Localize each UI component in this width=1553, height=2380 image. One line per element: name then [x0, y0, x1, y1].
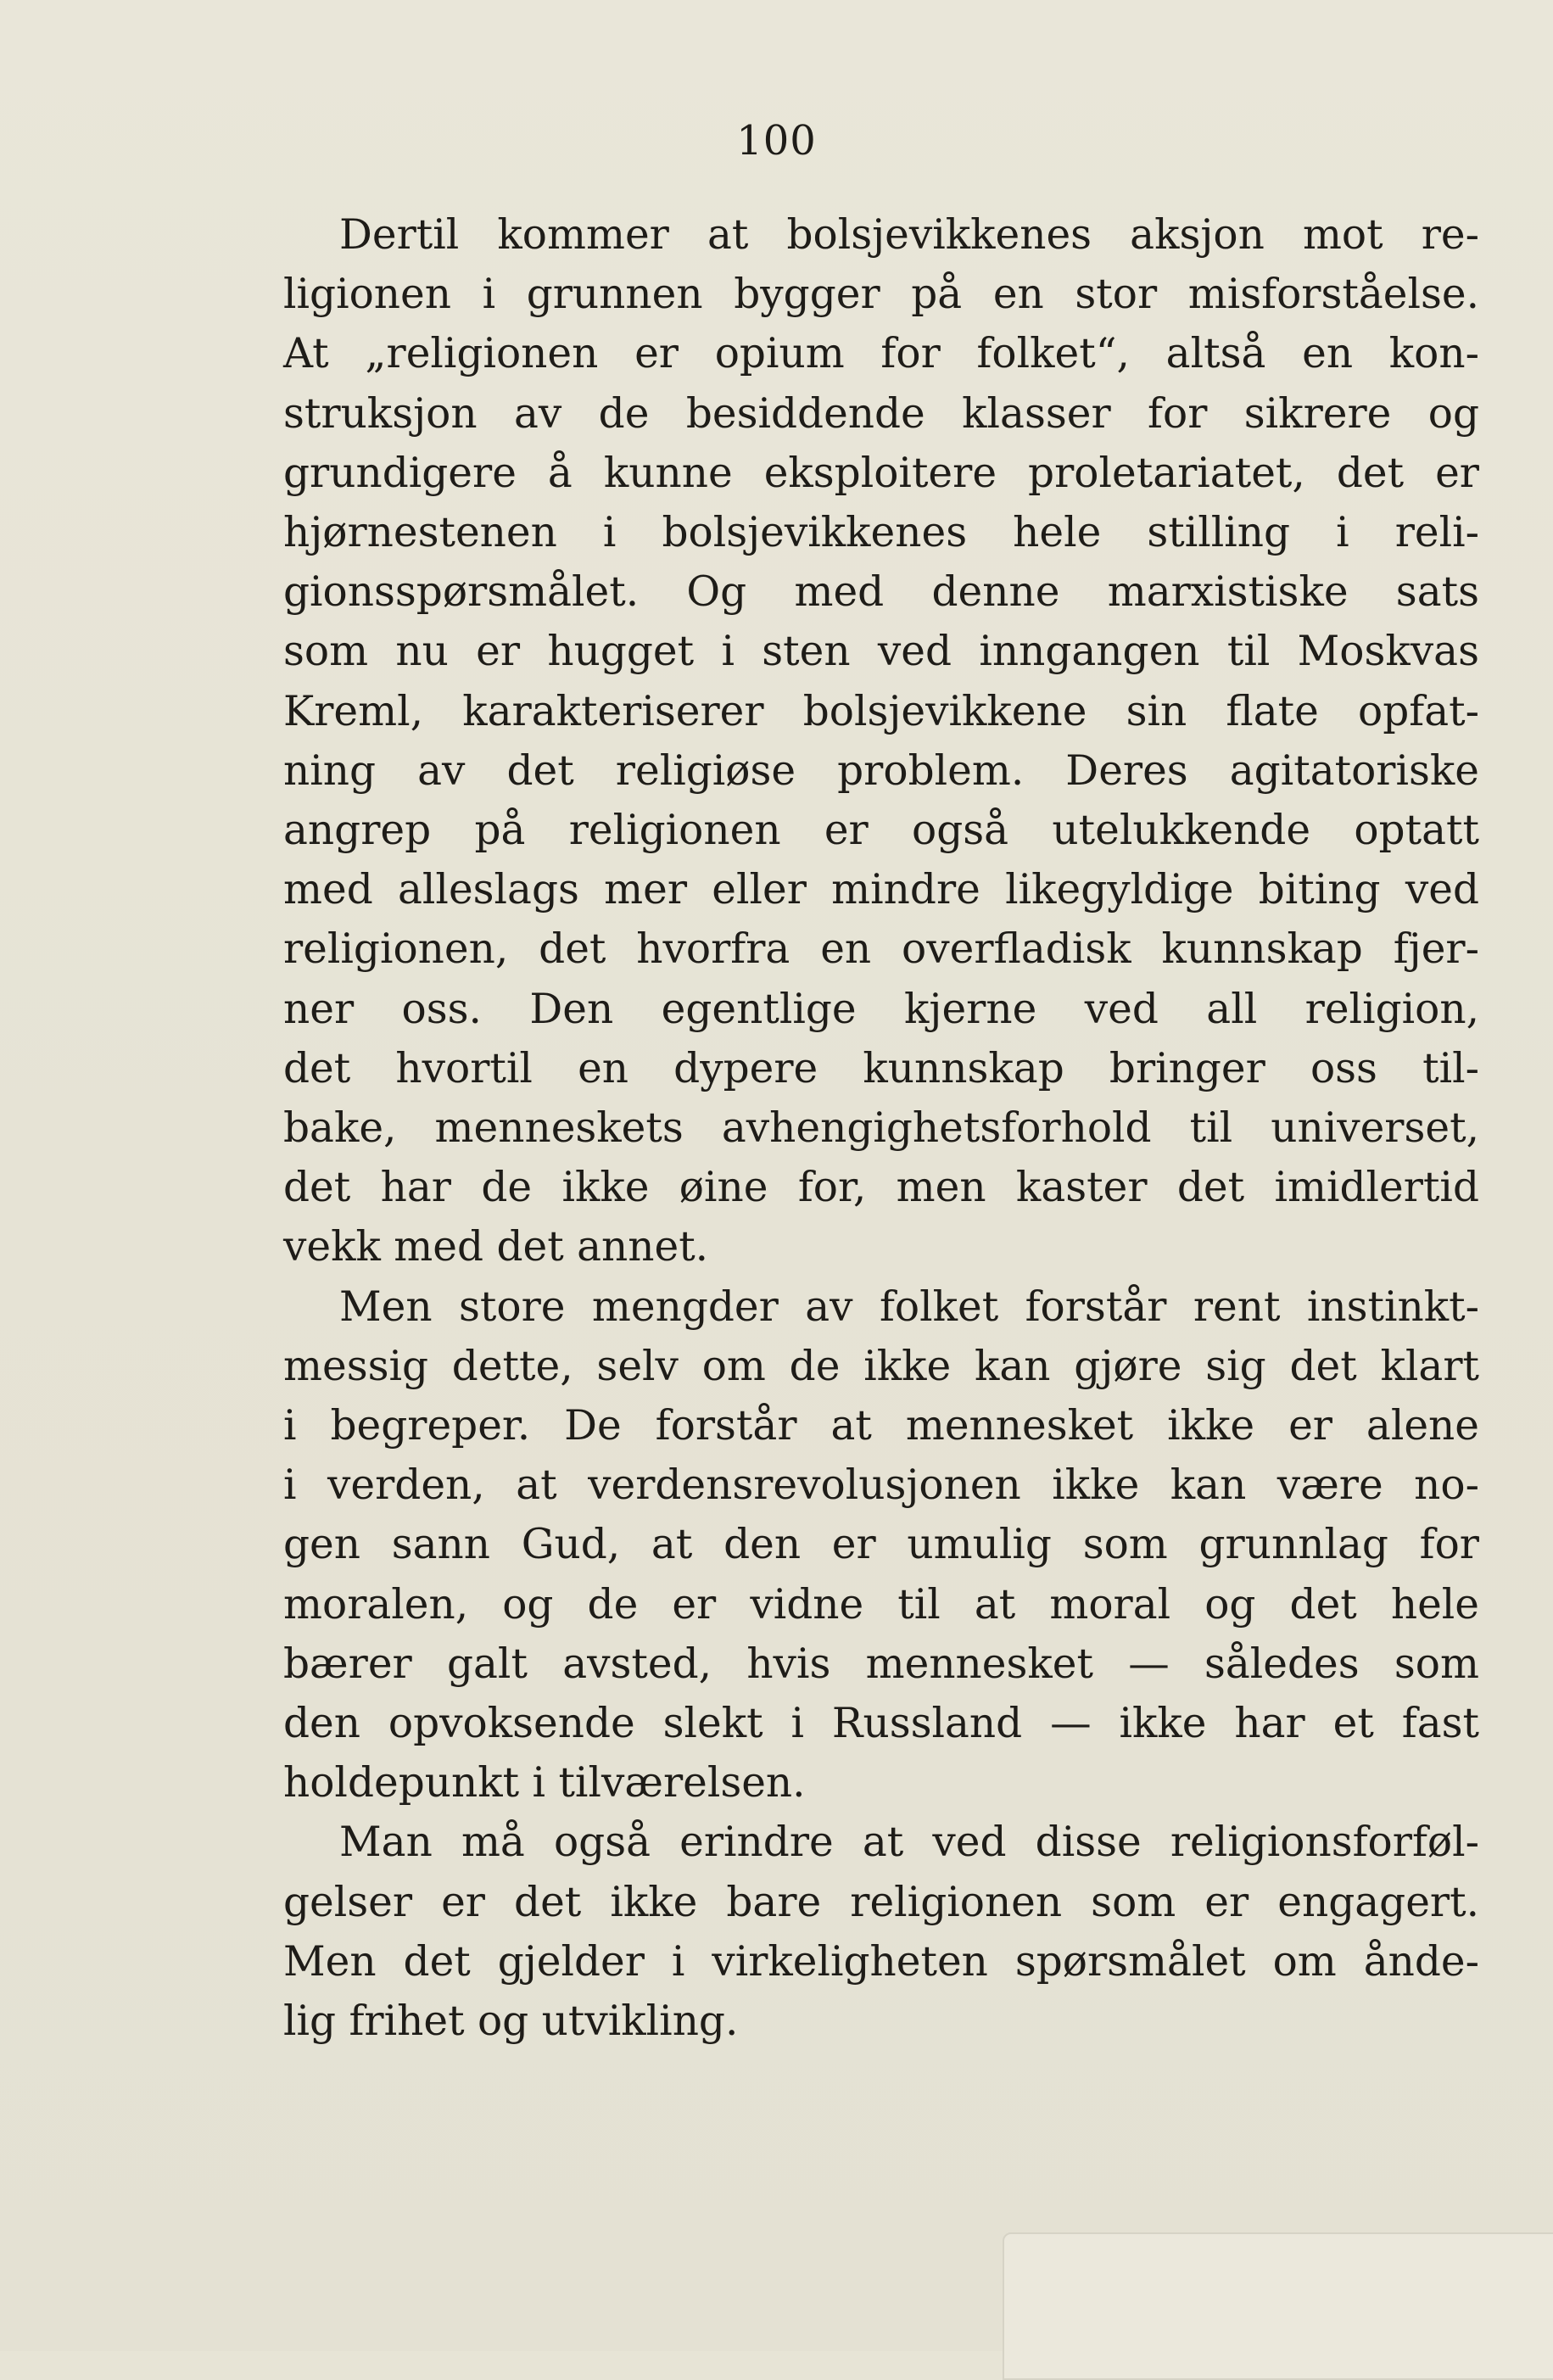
- text-line: bærer galt avsted, hvis mennesket — således som: [283, 1640, 1479, 1688]
- text-line: gelser er det ikke bare religionen som er engagert.: [283, 1878, 1479, 1926]
- text-line: ligionen i grunnen bygger på en stor misforståelse.: [283, 271, 1479, 319]
- text-line: som nu er hugget i sten ved inngangen til Moskvas: [283, 628, 1479, 676]
- text-line: det hvortil en dypere kunnskap bringer oss til-: [283, 1044, 1479, 1092]
- text-line: Men store mengder av folket forstår rent instinkt-: [339, 1282, 1479, 1331]
- text-line: lig frihet og utvikling.: [283, 1997, 739, 2046]
- text-line: Kreml, karakteriserer bolsjevikkene sin flate opfat-: [283, 687, 1479, 735]
- page-number: 100: [736, 117, 817, 165]
- text-line: Man må også erindre at ved disse religionsforføl-: [339, 1819, 1479, 1867]
- text-line: messig dette, selv om de ikke kan gjøre sig det klart: [283, 1342, 1479, 1390]
- text-line: gionsspørsmålet. Og med denne marxistiske sats: [283, 568, 1479, 617]
- text-line: Dertil kommer at bolsjevikkenes aksjon mot re-: [339, 211, 1479, 259]
- text-line: i begreper. De forstår at mennesket ikke er alene: [283, 1402, 1479, 1450]
- text-line: gen sann Gud, at den er umulig som grunnlag for: [283, 1521, 1479, 1569]
- text-line: ner oss. Den egentlige kjerne ved all religion,: [283, 985, 1479, 1033]
- text-line: det har de ikke øine for, men kaster det imidlertid: [283, 1164, 1479, 1212]
- text-line: vekk med det annet.: [283, 1223, 709, 1271]
- text-line: holdepunkt i tilværelsen.: [283, 1759, 806, 1807]
- text-line: Men det gjelder i virkeligheten spørsmålet om ånde-: [283, 1937, 1479, 1986]
- text-line: med alleslags mer eller mindre likegyldige biting ved: [283, 866, 1479, 914]
- text-line: hjørnestenen i bolsjevikkenes hele stilling i reli-: [283, 509, 1479, 557]
- page-corner-mark: [1003, 2232, 1553, 2380]
- text-line: At „religionen er opium for folket“, altså en kon-: [283, 330, 1479, 378]
- body-text: [283, 205, 1479, 2051]
- text-line: den opvoksende slekt i Russland — ikke har et fast: [283, 1700, 1479, 1748]
- text-line: moralen, og de er vidne til at moral og det hele: [283, 1580, 1479, 1629]
- text-line: struksjon av de besiddende klasser for sikrere og: [283, 389, 1479, 438]
- text-line: grundigere å kunne eksploitere proletariatet, det er: [283, 449, 1479, 497]
- text-line: ning av det religiøse problem. Deres agitatoriske: [283, 746, 1479, 795]
- text-line: angrep på religionen er også utelukkende optatt: [283, 807, 1479, 855]
- text-line: i verden, at verdensrevolusjonen ikke kan være no-: [283, 1461, 1479, 1510]
- text-line: religionen, det hvorfra en overfladisk kunnskap fjer-: [283, 925, 1479, 974]
- text-line: bake, menneskets avhengighetsforhold til universet,: [283, 1104, 1479, 1153]
